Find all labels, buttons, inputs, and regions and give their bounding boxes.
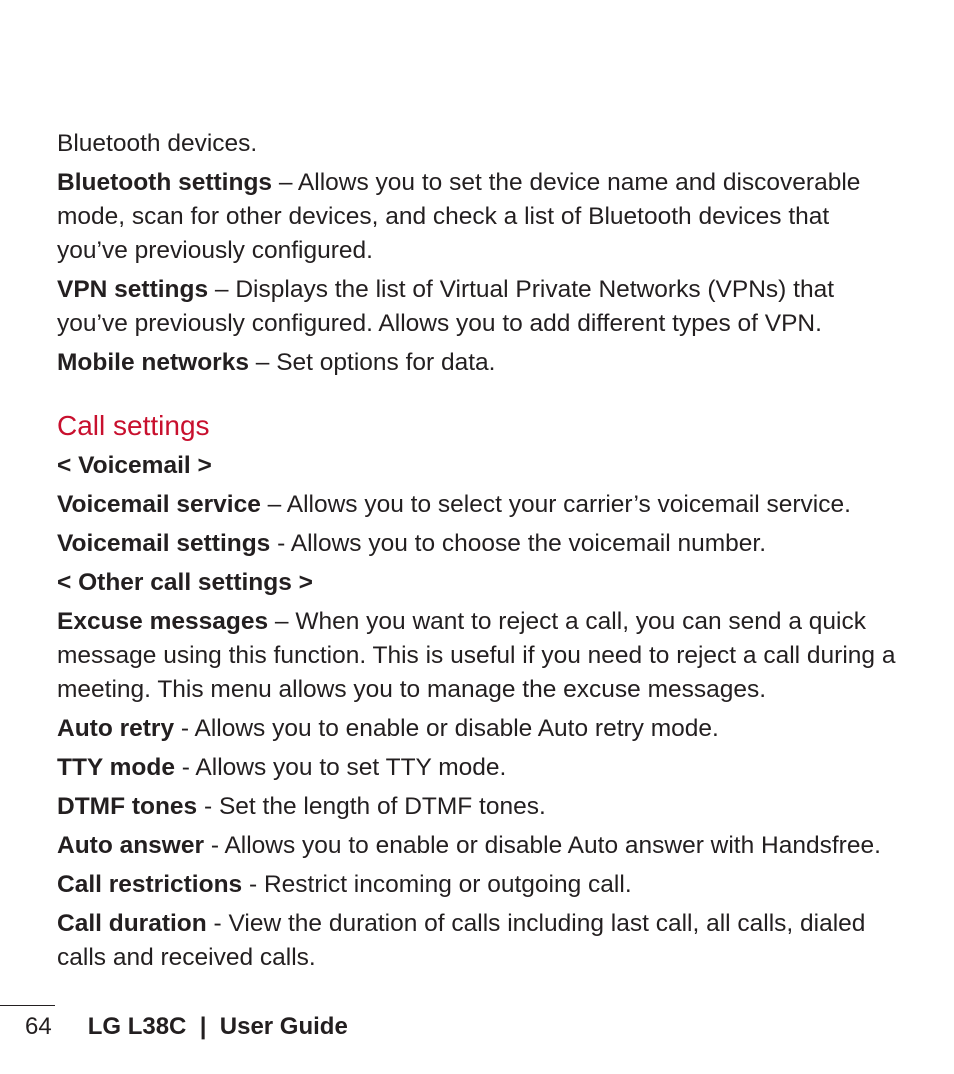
- setting-term: Mobile networks: [57, 349, 249, 376]
- setting-term: Auto retry: [57, 715, 175, 742]
- setting-voicemail-service: [57, 488, 897, 522]
- setting-excuse-messages: [57, 605, 897, 707]
- setting-term: VPN settings: [57, 276, 209, 303]
- setting-desc: – Displays the list of Virtual Private Networks (VPNs) that you’ve previously configured. Allows you to add different types of VPN.: [57, 276, 834, 337]
- setting-desc: – Set options for data.: [248, 349, 496, 376]
- subheading-voicemail: < Voicemail >: [57, 452, 212, 479]
- setting-bluetooth: [57, 166, 897, 268]
- setting-desc: - View the duration of calls including last call, all calls, dialed calls and received calls.: [57, 910, 866, 971]
- setting-tty-mode: [57, 751, 897, 785]
- setting-desc: - Set the length of DTMF tones.: [197, 793, 546, 820]
- page-footer: [25, 1010, 348, 1044]
- setting-desc: – When you want to reject a call, you can send a quick message using this function. This is useful if you need to reject a call during a meeting. This menu allows you to manage the excuse messages.: [57, 608, 896, 703]
- setting-desc: - Allows you to enable or disable Auto answer with Handsfree.: [204, 832, 881, 859]
- setting-desc: - Allows you to enable or disable Auto retry mode.: [174, 715, 719, 742]
- setting-call-restrictions: [57, 868, 897, 902]
- setting-desc: - Allows you to set TTY mode.: [174, 754, 507, 781]
- setting-desc: - Restrict incoming or outgoing call.: [242, 871, 632, 898]
- setting-term: Voicemail service: [57, 491, 261, 518]
- setting-dtmf-tones: [57, 790, 897, 824]
- intro-text: Bluetooth devices.: [57, 130, 258, 157]
- setting-auto-answer: [57, 829, 897, 863]
- setting-desc: – Allows you to set the device name and discoverable mode, scan for other devices, and check a list of Bluetooth devices that you’ve previously configured.: [57, 169, 861, 264]
- setting-term: Auto answer: [57, 832, 205, 859]
- setting-term: Call duration: [57, 910, 207, 937]
- setting-term: Voicemail settings: [57, 530, 271, 557]
- setting-term: Call restrictions: [57, 871, 243, 898]
- setting-voicemail-settings: [57, 527, 897, 561]
- footer-title: LG L38C | User Guide: [87, 1013, 348, 1040]
- setting-desc: – Allows you to select your carrier’s voicemail service.: [260, 491, 851, 518]
- setting-term: DTMF tones: [57, 793, 198, 820]
- footer-divider: [0, 1005, 55, 1006]
- setting-term: TTY mode: [57, 754, 175, 781]
- setting-desc: - Allows you to choose the voicemail number.: [270, 530, 767, 557]
- page-content: [57, 127, 897, 980]
- setting-vpn: [57, 273, 897, 341]
- setting-term: Bluetooth settings: [57, 169, 273, 196]
- section-heading-call-settings: Call settings: [57, 410, 210, 441]
- page-number: 64: [25, 1013, 52, 1040]
- subheading-other-call-settings: < Other call settings >: [57, 569, 313, 596]
- setting-term: Excuse messages: [57, 608, 269, 635]
- setting-mobile-networks: [57, 346, 897, 380]
- setting-call-duration: [57, 907, 897, 975]
- setting-auto-retry: [57, 712, 897, 746]
